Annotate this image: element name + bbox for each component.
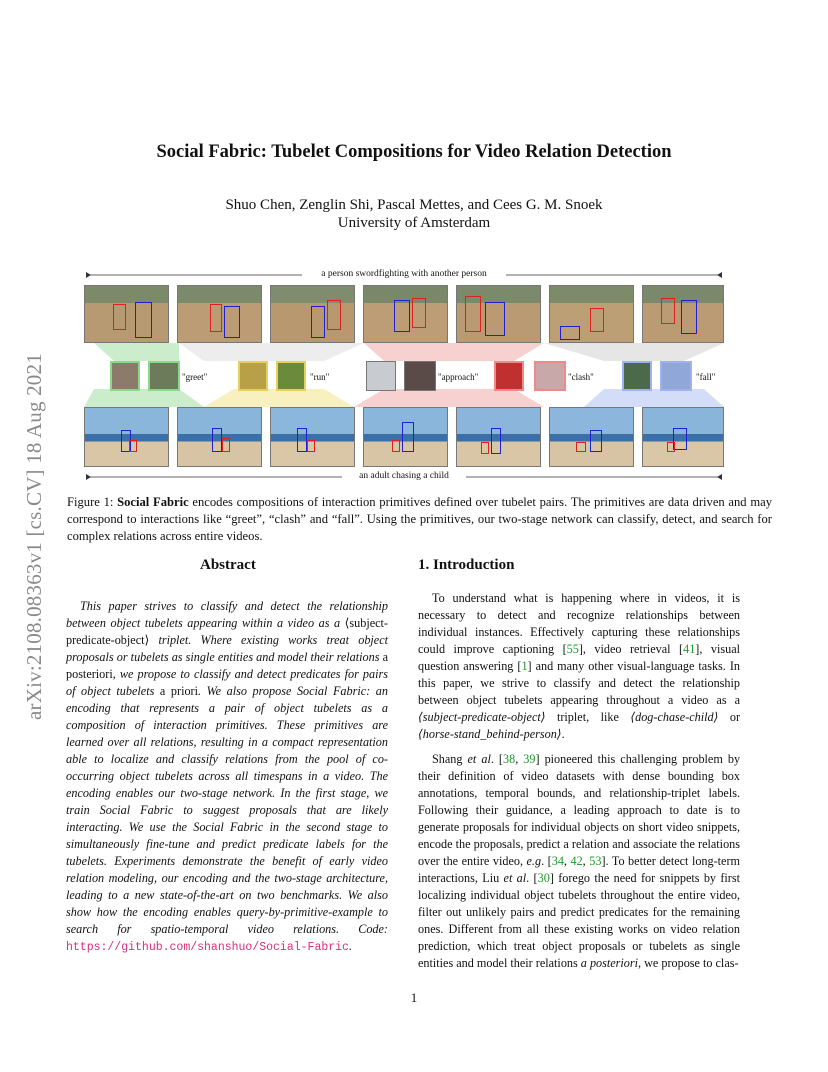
top-frame-6 xyxy=(549,285,634,343)
arxiv-identifier: arXiv:2108.08363v1 [cs.CV] 18 Aug 2021 xyxy=(22,353,46,720)
top-frame-4 xyxy=(363,285,448,343)
primitive-thumb-run-2 xyxy=(276,361,306,391)
primitive-label-fall: "fall" xyxy=(696,372,716,382)
primitive-thumb-fall-2 xyxy=(660,361,692,391)
top-frame-5 xyxy=(456,285,541,343)
top-frame-2 xyxy=(177,285,262,343)
primitive-thumb-approach-2 xyxy=(404,361,436,391)
affiliation: University of Amsterdam xyxy=(337,215,491,231)
figure-1 xyxy=(84,265,724,483)
introduction-heading: 1. Introduction xyxy=(418,557,515,573)
bottom-frame-3 xyxy=(270,407,355,467)
top-frame-1 xyxy=(84,285,169,343)
introduction-body: To understand what is happening where in videos, it is necessary to detect and recognize relationships between individual instances. Effectively capturing these relationships could improve captioning [55], video retrieval [41], visual question answering [1] and many other visual-language tasks. In this paper, we strive to classify and detect the relationship between object tubelets appearing throughout a video as a ⟨subject-predicate-object⟩ triplet, like ⟨dog-chase-child⟩ or ⟨horse-stand_behind-person⟩. Shang et al. [38, 39] pioneered this challenging problem by their definition of video datasets with dense bounding box annotations, temporal bounds, and relationship-triplet labels. Following their guidance, a leading approach to date is to generate proposals for individual objects on short video snippets, encode the proposals, predict a relation and associate the relations over the entire video, e.g. [34, 42, 53]. To better detect long-term interactions, Liu et al. [30] forego the need for snippets by first localizing individual object tubelets throughout the entire video, filter out unlikely pairs and predict predicates for the remaining ones. Different from all these existing works on video relation prediction, which treat object proposals or tubelets as single entities and model their relations a posteriori, we propose to clas- xyxy=(418,591,741,970)
paper-title: Social Fabric: Tubelet Compositions for Video Relation Detection xyxy=(156,142,672,162)
primitive-thumb-run-1 xyxy=(238,361,268,391)
primitive-thumb-approach-1 xyxy=(366,361,396,391)
author-block xyxy=(0,196,828,232)
figure-caption-text: encodes compositions of interaction primitives defined over tubelet pairs. The primitives are data driven and may correspond to interactions like “greet”, “clash” and “fall”. Using the primitives, our two-stage network can classify, detect, and search for complex relations across entire videos. xyxy=(67,495,772,543)
primitive-label-greet: "greet" xyxy=(182,372,208,382)
primitive-label-clash: "clash" xyxy=(568,372,594,382)
bottom-frame-7 xyxy=(642,407,724,467)
bottom-frame-1 xyxy=(84,407,169,467)
bottom-frame-6 xyxy=(549,407,634,467)
bottom-frame-2 xyxy=(177,407,262,467)
figure-caption-bold: Social Fabric xyxy=(117,495,189,509)
author-names: Shuo Chen, Zenglin Shi, Pascal Mettes, and Cees G. M. Snoek xyxy=(225,197,603,213)
primitive-thumb-greet-2 xyxy=(148,361,180,391)
top-video-caption: a person swordfighting with another person xyxy=(321,269,487,279)
figure-1-caption xyxy=(67,494,772,545)
top-frame-3 xyxy=(270,285,355,343)
abstract-heading: Abstract xyxy=(200,557,256,573)
bottom-frame-4 xyxy=(363,407,448,467)
primitive-thumb-greet-1 xyxy=(110,361,140,391)
primitive-label-approach: "approach" xyxy=(438,372,479,382)
page-number: 1 xyxy=(410,990,418,1005)
figure-label: Figure 1: xyxy=(67,495,114,509)
primitive-label-run: "run" xyxy=(310,372,330,382)
code-link[interactable]: https://github.com/shanshuo/Social-Fabric xyxy=(66,941,349,954)
bottom-video-caption: an adult chasing a child xyxy=(359,471,449,481)
bottom-frame-5 xyxy=(456,407,541,467)
top-frame-7 xyxy=(642,285,724,343)
primitive-thumb-fall-1 xyxy=(622,361,652,391)
abstract-body: This paper strives to classify and detect the relationship between object tubelets appearing within a video as a ⟨subject-predicate-object⟩ triplet. Where existing works treat object proposals or tubelets as single entities and model their relations a posteriori, we propose to classify and detect predicates for pairs of object tubelets a priori. We also propose Social Fabric: an encoding that represents a pair of object tubelets as a composition of interaction primitives. These primitives are learned over all relations, resulting in a compact representation able to localize and classify relations from the pool of co-occurring object tubelets across all timespans in a video. The encoding enables our two-stage network. In the first stage, we train Social Fabric to suggest proposals that are likely interacting. We use the Social Fabric in the second stage to simultaneously fine-tune and predict predicate labels for the tubelets. Experiments demonstrate the benefit of early video relation modeling, our encoding and the two-stage architecture, leading to a new state-of-the-art on two benchmarks. We also show how the encoding enables query-by-primitive-example to search for spatio-temporal video relations. Code: https://github.com/shanshuo/Social-Fabric. xyxy=(66,599,388,954)
primitive-thumb-clash-2 xyxy=(534,361,566,391)
primitive-thumb-clash-1 xyxy=(494,361,524,391)
